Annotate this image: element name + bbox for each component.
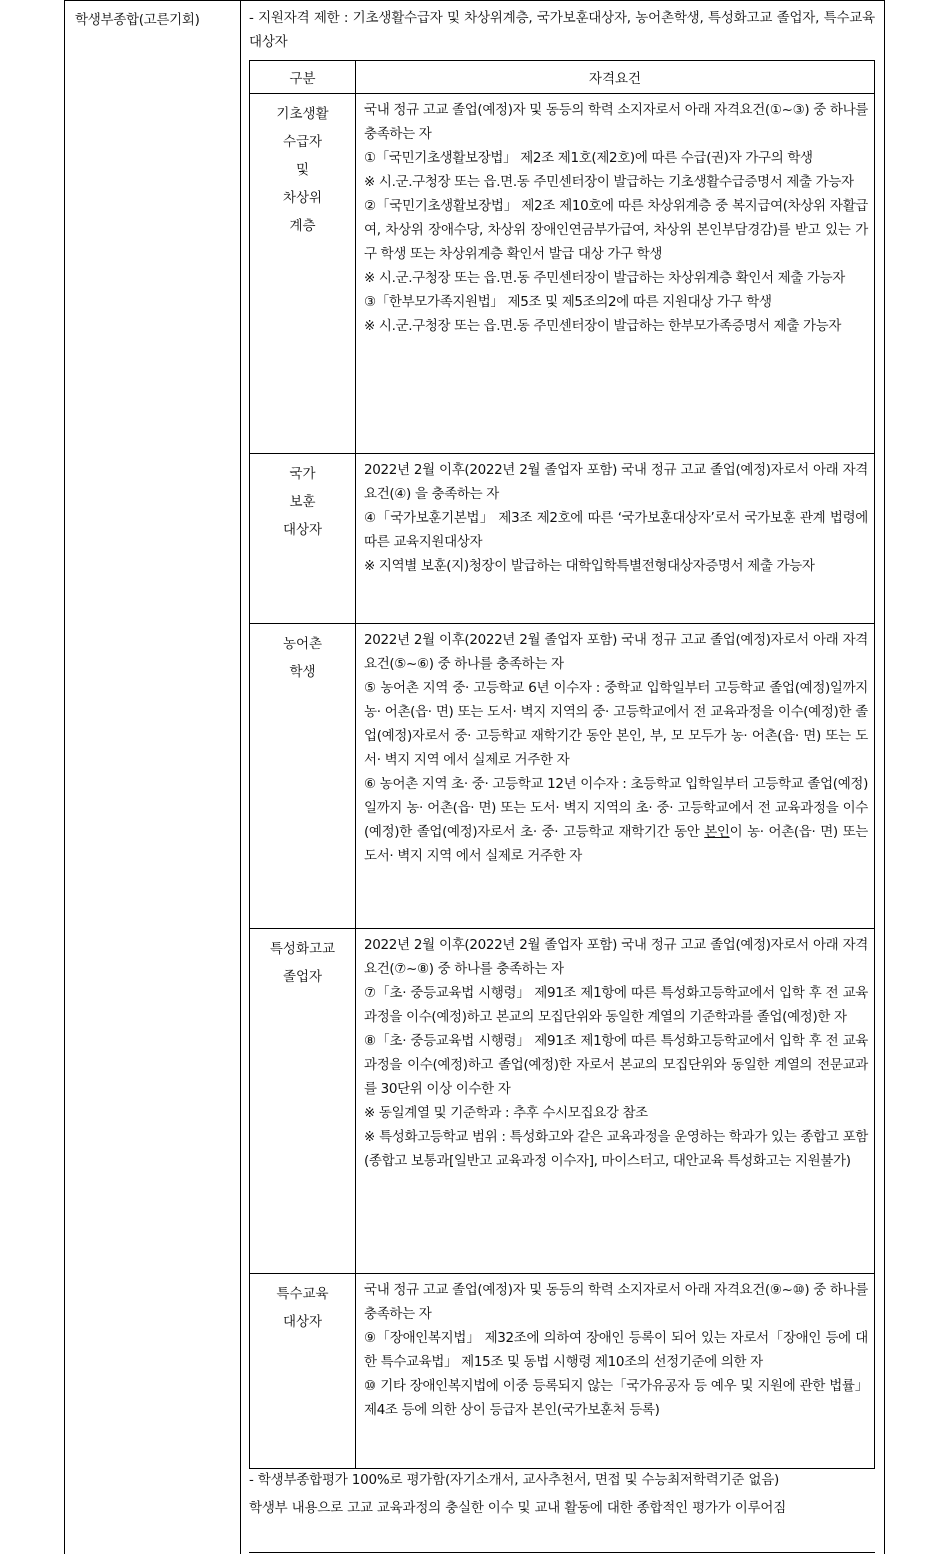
category-line: 졸업자 <box>282 969 323 985</box>
header-requirements: 자격요건 <box>356 61 875 94</box>
category-line: 국가 <box>289 466 316 482</box>
category-line: 학생 <box>289 664 316 680</box>
admission-table-section <box>64 0 885 1554</box>
requirement-note: ※ 시.군.구청장 또는 읍.면.동 주민센터장이 발급하는 차상위계층 확인서 제출 가능자 <box>364 270 846 286</box>
requirements-cell <box>356 1274 875 1469</box>
category-line: 수급자 <box>282 134 323 150</box>
requirement-text: ②「국민기초생활보장법」 제2조 제10호에 따른 차상위계층 중 복지급여(차상위 자활급여, 차상위 장애수당, 차상위 장애인연금부가급여, 차상위 본인부담경감)를 받고 있는 가구 학생 또는 차상위계층 확인서 발급 대상 가구 학생 <box>364 198 868 262</box>
requirements-cell <box>356 624 875 929</box>
requirement-text: ⑤ 농어촌 지역 중· 고등학교 6년 이수자 : 중학교 입학일부터 고등학교 졸업(예정)일까지 농· 어촌(읍· 면) 또는 도서· 벽지 지역의 중· 고등학교에서 전 교육과정을 이수(예정)한 졸업(예정)자로서 중· 고등학교 재학기간 동안 본인, 부, 모 모두가 농· 어촌(읍· 면) 또는 도서· 벽지 지역 에서 실제로 거주한 자 <box>364 680 868 768</box>
category-cell <box>250 94 356 454</box>
requirement-text: ⑩ 기타 장애인복지법에 이중 등록되지 않는「국가유공자 등 예우 및 지원에 관한 법률」 제4조 등에 의한 상이 등급자 본인(국가보훈처 등록) <box>364 1378 868 1418</box>
requirement-text: 2022년 2월 이후(2022년 2월 졸업자 포함) 국내 정규 고교 졸업(예정)자로서 아래 자격요건(⑦~⑧) 중 하나를 충족하는 자 <box>364 937 868 977</box>
admission-details-cell <box>241 0 885 1554</box>
requirement-note: ※ 특성화고등학교 범위 : 특성화고와 같은 교육과정을 운영하는 학과가 있는 종합고 포함(종합고 보통과[일반고 교육과정 이수자], 마이스터고, 대안교육 특성화고는 지원불가) <box>364 1129 868 1169</box>
requirement-text: ③「한부모가족지원법」 제5조 및 제5조의2에 따른 지원대상 가구 학생 <box>364 294 772 310</box>
category-line: 대상자 <box>282 522 323 538</box>
category-line: 차상위 <box>282 190 323 206</box>
header-category: 구분 <box>250 61 356 94</box>
category-line: 계층 <box>289 218 316 234</box>
category-line: 및 <box>295 162 310 178</box>
admission-type-cell <box>65 0 241 1554</box>
qualification-row-vocational <box>250 929 875 1274</box>
requirement-segment: ⑥ 농어촌 지역 초· 중· 고등학교 12년 이수자 : 초등학교 입학일부터 고등학교 졸업(예정)일까지 농· 어촌(읍· 면) 또는 도서· 벽지 지역의 초· 중· 고등학교에서 전 교육과정을 이수(예정)한 졸업(예정)자로서 초· 중· 고등학교 재학기간 동안 <box>364 776 868 840</box>
category-cell <box>250 624 356 929</box>
admission-type-label: 학생부종합(고른기회) <box>75 12 200 28</box>
category-cell <box>250 454 356 624</box>
category-line: 대상자 <box>282 1314 323 1330</box>
requirement-text: ④「국가보훈기본법」 제3조 제2호에 따른 ‘국가보훈대상자’로서 국가보훈 관계 법령에 따른 교육지원대상자 <box>364 510 868 550</box>
qualification-header-row <box>250 61 875 94</box>
requirement-text: 국내 정규 고교 졸업(예정)자 및 동등의 학력 소지자로서 아래 자격요건(⑨~⑩) 중 하나를 충족하는 자 <box>364 1282 868 1322</box>
requirement-text: 2022년 2월 이후(2022년 2월 졸업자 포함) 국내 정규 고교 졸업(예정)자로서 아래 자격 요건(⑤~⑥) 중 하나를 충족하는 자 <box>364 632 868 672</box>
category-cell <box>250 929 356 1274</box>
qualification-row-special-education <box>250 1274 875 1469</box>
category-line: 특수교육 <box>276 1286 329 1302</box>
requirement-text: 2022년 2월 이후(2022년 2월 졸업자 포함) 국내 정규 고교 졸업(예정)자로서 아래 자격요건(④) 을 충족하는 자 <box>364 462 868 502</box>
qualification-table <box>249 60 875 1469</box>
eligibility-restriction: - 지원자격 제한 : 기초생활수급자 및 차상위계층, 국가보훈대상자, 농어촌학생, 특성화고교 졸업자, 특수교육대상자 <box>249 10 875 50</box>
requirement-text: ①「국민기초생활보장법」 제2조 제1호(제2호)에 따른 수급(권)자 가구의 학생 <box>364 150 813 166</box>
category-line: 농어촌 <box>282 636 323 652</box>
requirement-text: ⑧「초· 중등교육법 시행령」 제91조 제1항에 따른 특성화고등학교에서 입학 후 전 교육과정을 이수(예정)하고 졸업(예정)한 자로서 본교의 모집단위와 동일한 계열의 전문교과를 30단위 이상 이수한 자 <box>364 1033 868 1097</box>
bottom-border <box>249 1552 875 1553</box>
evaluation-line: 학생부 내용으로 고교 교육과정의 충실한 이수 및 교내 활동에 대한 종합적인 평가가 이루어짐 <box>249 1500 787 1516</box>
requirement-note: ※ 시.군.구청장 또는 읍.면.동 주민센터장이 발급하는 한부모가족증명서 제출 가능자 <box>364 318 842 334</box>
requirement-text: ⑨「장애인복지법」 제32조에 의하여 장애인 등록이 되어 있는 자로서「장애인 등에 대한 특수교육법」 제15조 및 동법 시행령 제10조의 선정기준에 의한 자 <box>364 1330 868 1370</box>
requirement-text: ⑦「초· 중등교육법 시행령」 제91조 제1항에 따른 특성화고등학교에서 입학 후 전 교육과정을 이수(예정)하고 본교의 모집단위와 동일한 계열의 기준학과를 졸업(예정)한 자 <box>364 985 868 1025</box>
qualification-row-basic-livelihood <box>250 94 875 454</box>
requirements-cell <box>356 454 875 624</box>
evaluation-line: - 학생부종합평가 100%로 평가함(자기소개서, 교사추천서, 면접 및 수능최저학력기준 없음) <box>249 1472 780 1488</box>
category-cell <box>250 1274 356 1469</box>
requirement-text <box>364 772 868 868</box>
requirement-text: 국내 정규 고교 졸업(예정)자 및 동등의 학력 소지자로서 아래 자격요건(①~③) 중 하나를 충족하는 자 <box>364 102 868 142</box>
requirement-note: ※ 시.군.구청장 또는 읍.면.동 주민센터장이 발급하는 기초생활수급증명서 제출 가능자 <box>364 174 854 190</box>
requirements-cell <box>356 929 875 1274</box>
requirement-note: ※ 동일계열 및 기준학과 : 추후 수시모집요강 참조 <box>364 1105 648 1121</box>
requirement-segment: 이 농· 어촌(읍· 면) 또는 도서· 벽지 지역 에서 실제로 거주한 자 <box>364 824 868 864</box>
underlined-term: 본인 <box>704 824 730 840</box>
qualification-row-rural <box>250 624 875 929</box>
requirements-cell <box>356 94 875 454</box>
category-line: 보훈 <box>289 494 316 510</box>
requirement-note: ※ 지역별 보훈(지)청장이 발급하는 대학입학특별전형대상자증명서 제출 가능자 <box>364 558 815 574</box>
category-line: 특성화고교 <box>269 941 336 957</box>
qualification-row-veterans <box>250 454 875 624</box>
evaluation-method <box>249 1466 875 1522</box>
category-line: 기초생활 <box>276 106 329 122</box>
